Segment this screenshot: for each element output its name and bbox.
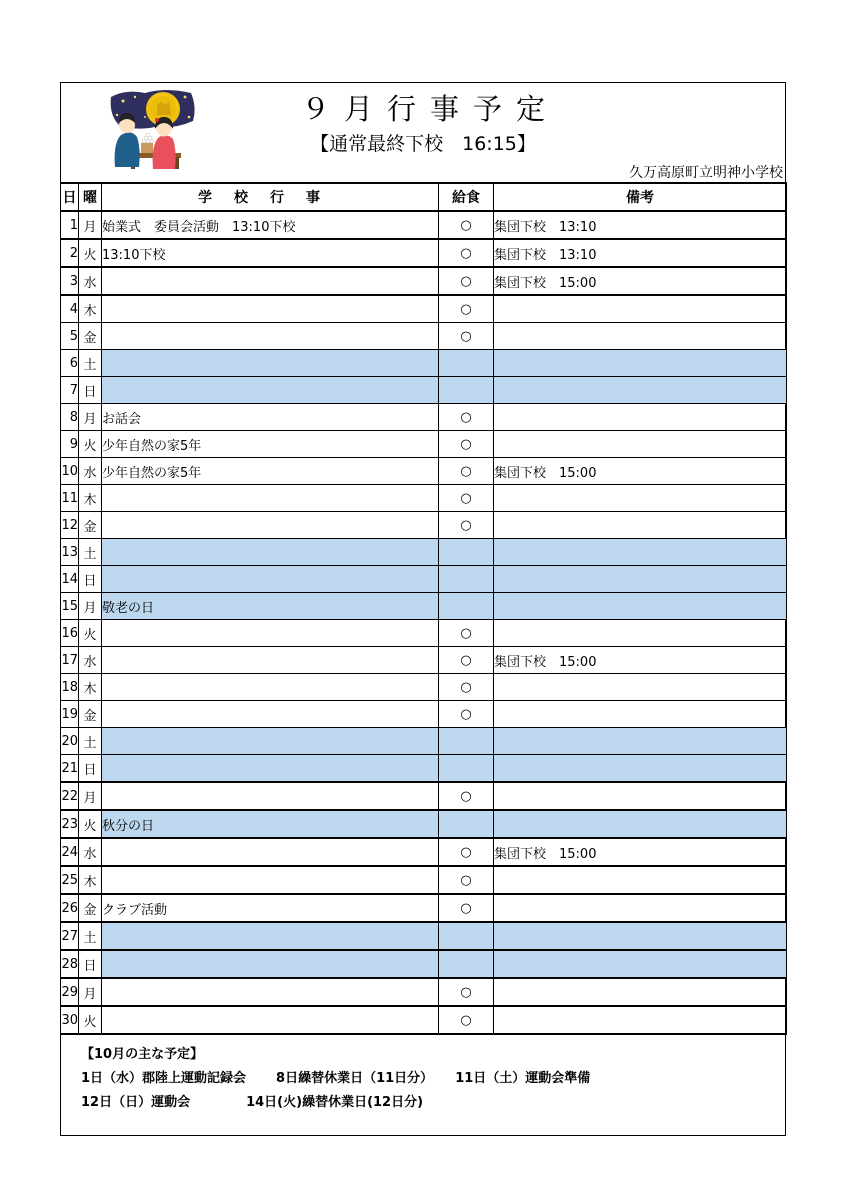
weekday-cell: 金 xyxy=(79,512,102,539)
note-cell: 集団下校 15:00 xyxy=(494,647,787,674)
column-header-event: 学校行事 xyxy=(102,183,439,211)
weekday-cell: 土 xyxy=(79,539,102,566)
note-cell xyxy=(494,377,787,404)
weekday-cell: 火 xyxy=(79,620,102,647)
note-cell xyxy=(494,512,787,539)
day-cell: 22 xyxy=(61,782,79,810)
table-row xyxy=(61,295,787,323)
table-row xyxy=(61,838,787,866)
event-cell xyxy=(102,782,439,810)
day-cell: 10 xyxy=(61,458,79,485)
event-cell: 始業式 委員会活動 13:10下校 xyxy=(102,211,439,239)
weekday-cell: 木 xyxy=(79,866,102,894)
day-cell: 9 xyxy=(61,431,79,458)
table-row xyxy=(61,539,787,566)
table-row xyxy=(61,211,787,239)
table-row xyxy=(61,728,787,755)
lunch-cell xyxy=(439,350,494,377)
column-header-lunch: 給食 xyxy=(439,183,494,211)
column-header-note: 備考 xyxy=(494,183,787,211)
table-row xyxy=(61,431,787,458)
weekday-cell: 日 xyxy=(79,566,102,593)
table-row xyxy=(61,566,787,593)
weekday-cell: 金 xyxy=(79,894,102,922)
day-cell: 28 xyxy=(61,950,79,978)
lunch-cell: ○ xyxy=(439,1006,494,1034)
event-cell xyxy=(102,978,439,1006)
day-cell: 4 xyxy=(61,295,79,323)
lunch-cell xyxy=(439,922,494,950)
lunch-cell xyxy=(439,593,494,620)
note-cell xyxy=(494,593,787,620)
weekday-cell: 金 xyxy=(79,701,102,728)
next-month-item: 12日（日）運動会 xyxy=(81,1095,191,1110)
day-cell: 30 xyxy=(61,1006,79,1034)
next-month-line-1 xyxy=(81,1067,771,1091)
event-cell xyxy=(102,539,439,566)
table-row xyxy=(61,404,787,431)
lunch-cell: ○ xyxy=(439,838,494,866)
table-row xyxy=(61,267,787,295)
day-cell: 21 xyxy=(61,755,79,783)
table-header-row xyxy=(61,183,787,211)
event-cell xyxy=(102,620,439,647)
column-header-weekday: 曜 xyxy=(79,183,102,211)
note-cell xyxy=(494,950,787,978)
dismissal-time-subtitle: 【通常最終下校 16:15】 xyxy=(310,133,536,155)
schedule-table xyxy=(60,182,787,1035)
table-row xyxy=(61,894,787,922)
event-cell: 少年自然の家5年 xyxy=(102,458,439,485)
note-cell xyxy=(494,539,787,566)
day-cell: 5 xyxy=(61,323,79,350)
table-row xyxy=(61,350,787,377)
event-cell: 敬老の日 xyxy=(102,593,439,620)
event-cell xyxy=(102,377,439,404)
day-cell: 7 xyxy=(61,377,79,404)
note-cell xyxy=(494,1006,787,1034)
event-cell xyxy=(102,838,439,866)
day-cell: 11 xyxy=(61,485,79,512)
note-cell xyxy=(494,978,787,1006)
day-cell: 3 xyxy=(61,267,79,295)
next-month-item: 14日(火)繰替休業日(12日分) xyxy=(246,1095,424,1110)
weekday-cell: 火 xyxy=(79,239,102,267)
weekday-cell: 土 xyxy=(79,922,102,950)
event-cell xyxy=(102,701,439,728)
day-cell: 12 xyxy=(61,512,79,539)
table-row xyxy=(61,647,787,674)
lunch-cell: ○ xyxy=(439,620,494,647)
lunch-cell: ○ xyxy=(439,267,494,295)
note-cell xyxy=(494,323,787,350)
table-row xyxy=(61,922,787,950)
table-row xyxy=(61,950,787,978)
weekday-cell: 日 xyxy=(79,950,102,978)
day-cell: 18 xyxy=(61,674,79,701)
note-cell: 集団下校 15:00 xyxy=(494,267,787,295)
day-cell: 13 xyxy=(61,539,79,566)
event-cell: お話会 xyxy=(102,404,439,431)
event-cell xyxy=(102,323,439,350)
note-cell: 集団下校 15:00 xyxy=(494,838,787,866)
day-cell: 25 xyxy=(61,866,79,894)
lunch-cell: ○ xyxy=(439,701,494,728)
lunch-cell xyxy=(439,950,494,978)
event-cell xyxy=(102,647,439,674)
note-cell xyxy=(494,728,787,755)
schedule-rows xyxy=(61,211,787,1034)
event-cell xyxy=(102,350,439,377)
event-cell: 少年自然の家5年 xyxy=(102,431,439,458)
sheet-header xyxy=(61,83,785,182)
note-cell xyxy=(494,755,787,783)
weekday-cell: 水 xyxy=(79,458,102,485)
next-month-item: 1日（水）郡陸上運動記録会 xyxy=(81,1071,247,1086)
lunch-cell: ○ xyxy=(439,647,494,674)
day-cell: 6 xyxy=(61,350,79,377)
event-cell xyxy=(102,866,439,894)
event-cell: 秋分の日 xyxy=(102,810,439,838)
day-cell: 29 xyxy=(61,978,79,1006)
event-cell xyxy=(102,1006,439,1034)
lunch-cell xyxy=(439,539,494,566)
lunch-cell: ○ xyxy=(439,431,494,458)
table-row xyxy=(61,239,787,267)
page-title: ９月行事予定 xyxy=(300,92,559,126)
note-cell xyxy=(494,566,787,593)
weekday-cell: 水 xyxy=(79,647,102,674)
lunch-cell: ○ xyxy=(439,894,494,922)
day-cell: 15 xyxy=(61,593,79,620)
next-month-item: 11日（土）運動会準備 xyxy=(455,1071,591,1086)
day-cell: 14 xyxy=(61,566,79,593)
schedule-sheet xyxy=(60,82,786,1136)
lunch-cell: ○ xyxy=(439,211,494,239)
next-month-line-2 xyxy=(81,1091,771,1115)
event-cell xyxy=(102,674,439,701)
next-month-heading: 【10月の主な予定】 xyxy=(81,1047,204,1062)
note-cell xyxy=(494,404,787,431)
weekday-cell: 月 xyxy=(79,978,102,1006)
table-row xyxy=(61,866,787,894)
day-cell: 26 xyxy=(61,894,79,922)
note-cell xyxy=(494,810,787,838)
lunch-cell: ○ xyxy=(439,978,494,1006)
weekday-cell: 月 xyxy=(79,593,102,620)
lunch-cell: ○ xyxy=(439,674,494,701)
note-cell xyxy=(494,350,787,377)
weekday-cell: 木 xyxy=(79,295,102,323)
weekday-cell: 月 xyxy=(79,404,102,431)
weekday-cell: 月 xyxy=(79,211,102,239)
lunch-cell xyxy=(439,377,494,404)
day-cell: 2 xyxy=(61,239,79,267)
table-row xyxy=(61,674,787,701)
lunch-cell: ○ xyxy=(439,239,494,267)
event-cell xyxy=(102,950,439,978)
note-cell xyxy=(494,674,787,701)
note-cell: 集団下校 13:10 xyxy=(494,211,787,239)
lunch-cell: ○ xyxy=(439,295,494,323)
school-name: 久万高原町立明神小学校 xyxy=(629,165,783,181)
note-cell xyxy=(494,894,787,922)
lunch-cell: ○ xyxy=(439,782,494,810)
lunch-cell xyxy=(439,566,494,593)
event-cell xyxy=(102,485,439,512)
event-cell xyxy=(102,512,439,539)
note-cell xyxy=(494,782,787,810)
note-cell xyxy=(494,431,787,458)
table-row xyxy=(61,755,787,783)
event-cell xyxy=(102,566,439,593)
lunch-cell xyxy=(439,755,494,783)
table-row xyxy=(61,485,787,512)
table-row xyxy=(61,701,787,728)
weekday-cell: 金 xyxy=(79,323,102,350)
table-row xyxy=(61,810,787,838)
day-cell: 16 xyxy=(61,620,79,647)
table-row xyxy=(61,458,787,485)
event-cell xyxy=(102,267,439,295)
note-cell xyxy=(494,701,787,728)
lunch-cell: ○ xyxy=(439,458,494,485)
event-cell: クラブ活動 xyxy=(102,894,439,922)
day-cell: 27 xyxy=(61,922,79,950)
lunch-cell: ○ xyxy=(439,323,494,350)
day-cell: 1 xyxy=(61,211,79,239)
day-cell: 19 xyxy=(61,701,79,728)
weekday-cell: 日 xyxy=(79,377,102,404)
table-row xyxy=(61,1006,787,1034)
weekday-cell: 火 xyxy=(79,1006,102,1034)
weekday-cell: 土 xyxy=(79,350,102,377)
note-cell xyxy=(494,620,787,647)
next-month-schedule xyxy=(81,1043,771,1115)
weekday-cell: 火 xyxy=(79,810,102,838)
day-cell: 8 xyxy=(61,404,79,431)
day-cell: 23 xyxy=(61,810,79,838)
weekday-cell: 火 xyxy=(79,431,102,458)
table-row xyxy=(61,512,787,539)
note-cell: 集団下校 13:10 xyxy=(494,239,787,267)
weekday-cell: 木 xyxy=(79,485,102,512)
weekday-cell: 木 xyxy=(79,674,102,701)
note-cell xyxy=(494,922,787,950)
note-cell xyxy=(494,866,787,894)
event-cell: 13:10下校 xyxy=(102,239,439,267)
weekday-cell: 土 xyxy=(79,728,102,755)
event-cell xyxy=(102,755,439,783)
note-cell xyxy=(494,295,787,323)
event-cell xyxy=(102,295,439,323)
weekday-cell: 水 xyxy=(79,267,102,295)
lunch-cell: ○ xyxy=(439,866,494,894)
lunch-cell: ○ xyxy=(439,512,494,539)
weekday-cell: 水 xyxy=(79,838,102,866)
note-cell xyxy=(494,485,787,512)
event-cell xyxy=(102,922,439,950)
lunch-cell xyxy=(439,810,494,838)
lunch-cell: ○ xyxy=(439,404,494,431)
day-cell: 24 xyxy=(61,838,79,866)
event-cell xyxy=(102,728,439,755)
table-row xyxy=(61,782,787,810)
column-header-day: 日 xyxy=(61,183,79,211)
table-row xyxy=(61,978,787,1006)
note-cell: 集団下校 15:00 xyxy=(494,458,787,485)
lunch-cell: ○ xyxy=(439,485,494,512)
weekday-cell: 日 xyxy=(79,755,102,783)
table-row xyxy=(61,593,787,620)
table-row xyxy=(61,620,787,647)
day-cell: 20 xyxy=(61,728,79,755)
weekday-cell: 月 xyxy=(79,782,102,810)
table-row xyxy=(61,377,787,404)
table-row xyxy=(61,323,787,350)
next-month-item: 8日繰替休業日（11日分） xyxy=(276,1071,434,1086)
day-cell: 17 xyxy=(61,647,79,674)
lunch-cell xyxy=(439,728,494,755)
